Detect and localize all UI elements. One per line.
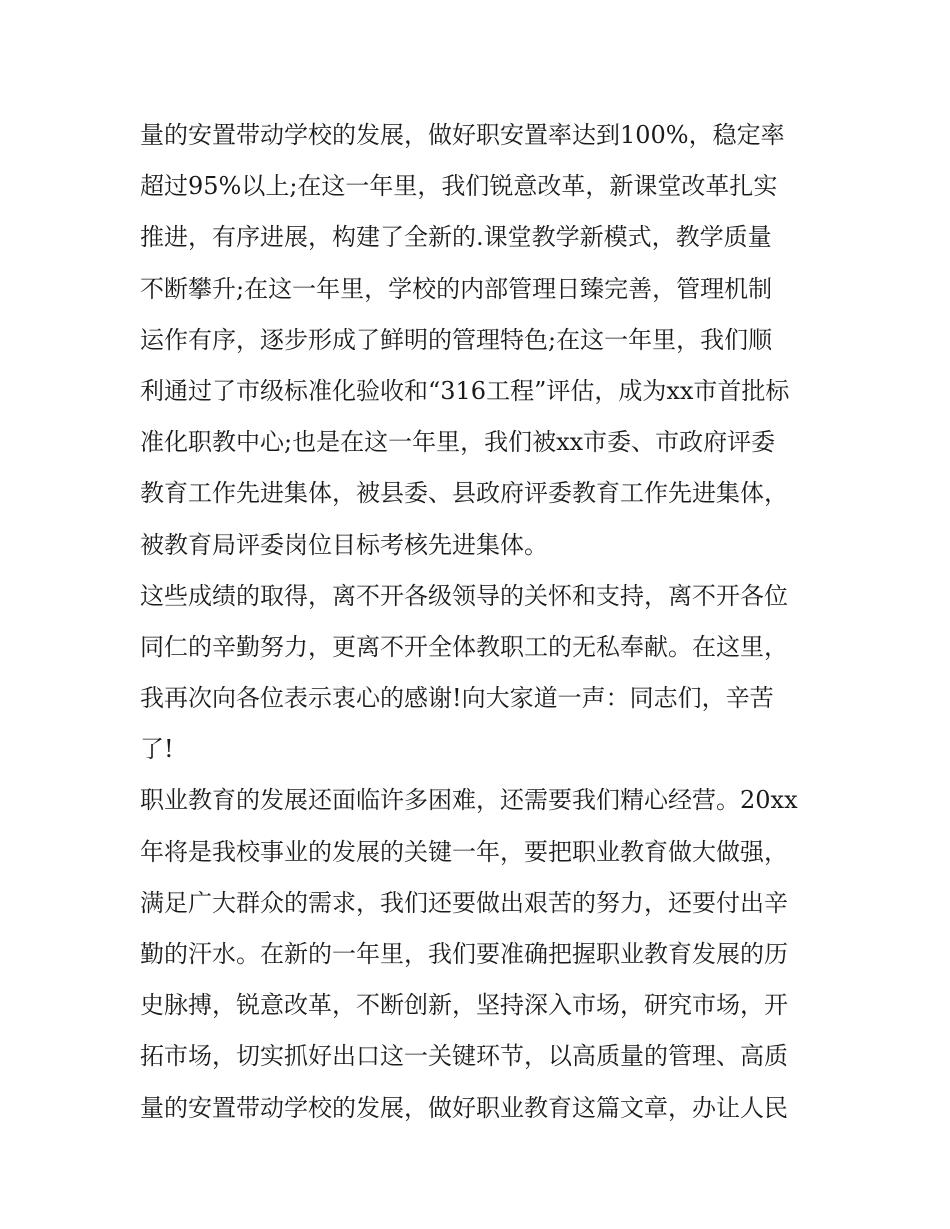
text-line: 这些成绩的取得，离不开各级领导的关怀和支持，离不开各位 (140, 581, 788, 610)
text-line: 职业教育的发展还面临许多困难，还需要我们精心经营。20xx (140, 786, 798, 815)
text-line: 被教育局评委岗位目标考核先进集体。 (140, 530, 548, 559)
text-line: 满足广大群众的需求，我们还要做出艰苦的努力，还要付出辛 (140, 888, 788, 917)
text-line: 同仁的辛勤努力，更离不开全体教职工的无私奉献。在这里， (140, 632, 788, 661)
text-line: 量的安置带动学校的发展，做好职业教育这篇文章，办让人民 (140, 1093, 788, 1122)
text-line: 运作有序，逐步形成了鲜明的管理特色;在这一年里，我们顺 (140, 325, 773, 354)
text-line: 准化职教中心;也是在这一年里，我们被xx市委、市政府评委 (140, 428, 776, 457)
text-line: 超过95%以上;在这一年里，我们锐意改革，新课堂改革扎实 (140, 172, 778, 201)
text-line: 了! (140, 735, 174, 764)
body-text (140, 110, 820, 1134)
text-line: 利通过了市级标准化验收和“316工程”评估，成为xx市首批标 (140, 376, 790, 405)
text-line: 教育工作先进集体，被县委、县政府评委教育工作先进集体， (140, 479, 788, 508)
text-line: 勤的汗水。在新的一年里，我们要准确把握职业教育发展的历 (140, 940, 788, 968)
text-line: 史脉搏，锐意改革，不断创新，坚持深入市场，研究市场，开 (140, 991, 788, 1020)
text-line: 量的安置带动学校的发展，做好职安置率达到100%，稳定率 (140, 121, 785, 149)
text-line: 拓市场，切实抓好出口这一关键环节，以高质量的管理、高质 (140, 1042, 788, 1071)
text-line: 年将是我校事业的发展的关键一年，要把职业教育做大做强， (140, 837, 788, 866)
text-line: 推进，有序进展，构建了全新的.课堂教学新模式，教学质量 (140, 223, 772, 252)
text-line: 我再次向各位表示衷心的感谢!向大家道一声：同志们，辛苦 (140, 684, 774, 713)
text-line: 不断攀升;在这一年里，学校的内部管理日臻完善，管理机制 (140, 274, 773, 303)
